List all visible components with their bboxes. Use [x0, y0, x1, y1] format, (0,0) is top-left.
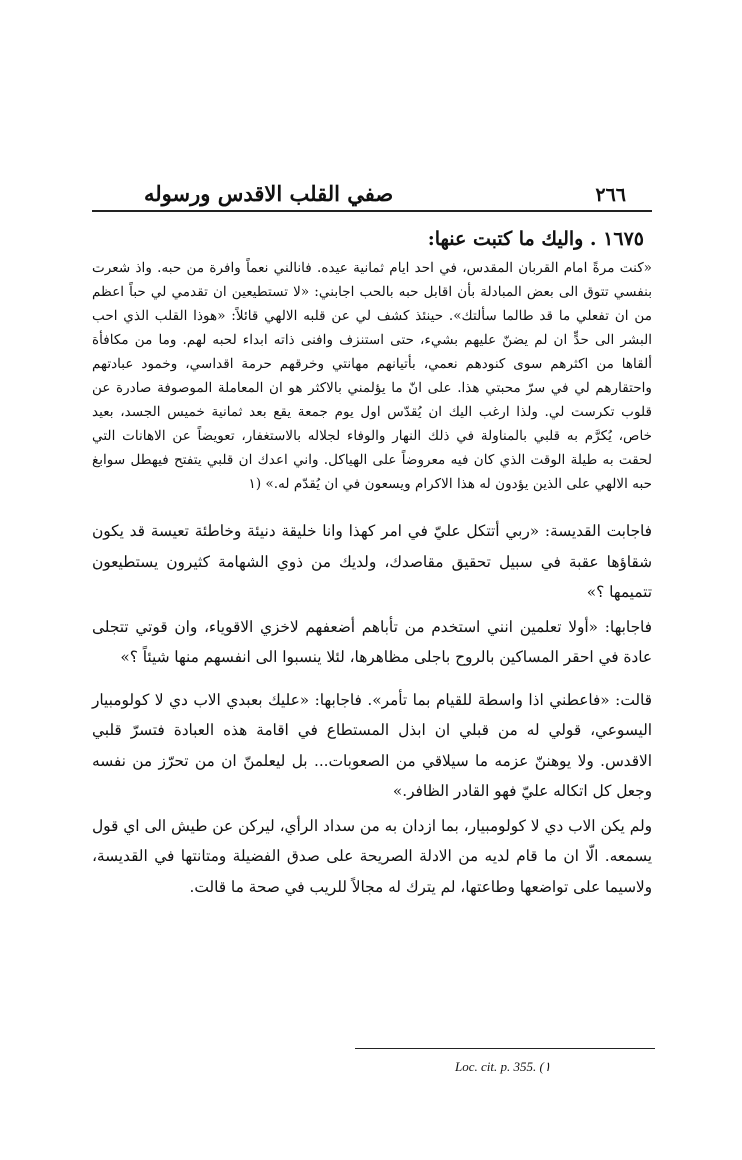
running-title: صفي القلب الاقدس ورسوله — [144, 181, 394, 206]
footnote: Loc. cit. p. 355. (١ — [455, 1059, 551, 1074]
footnote-rule — [355, 1048, 655, 1049]
page-number: ٢٦٦ — [595, 184, 626, 206]
paragraph-saint-reply: فاجابت القديسة: «ربي أتتكل عليّ في امر كهذا وانا خليقة دنيئة وخاطئة تعيسة قد يكون شقاؤها عقبة في سبيل تحقيق مقاصدك، ولديك من ذوي الشهامة كثيرون يستطيعون تتميمها ؟» — [92, 522, 652, 601]
paragraph-colombiere-instruction: قالت: «فاعطني اذا واسطة للقيام بما تأمر». فاجابها: «عليك بعبدي الاب دي لا كولومبيار اليسوعي، قولي له من قبلي ان ابذل المستطاع في اقامة هذه العبادة فتسرّ قلبي الاقدس. ولا يوهننّ عزمه ما سيلاقي من الصعوبات... بل ليعلمنّ ان من تحرّز من نفسه وجعل كل اتكاله عليّ فهو القادر الظافر.» — [92, 690, 652, 800]
running-header — [92, 172, 652, 206]
paragraph-colombiere-judgement: ولم يكن الاب دي لا كولومبيار، بما ازدان به من سداد الرأي، ليركن عن طيش الى اي قول يسمعه. الّا ان ما قام لديه من الادلة الصريحة على صدق الفضيلة ومتانتها في القديسة، ولاسيما على تواضعها وطاعتها، لم يترك له مجالاً للريب في صحة ما قالت. — [92, 816, 652, 896]
section-heading: ١٦٧٥ . واليك ما كتبت عنها: — [427, 228, 644, 250]
quoted-passage: «كنت مرةً امام القربان المقدس، في احد ايام ثمانية عيده. فانالني نعماً وافرة من حبه. واذ شعرت بنفسي تتوق الى بعض المبادلة بأن اقابل حبه بالحب اجابني: «لا تستطيعين ان تقدمي لي حباً اعظم من ان تفعلي ما قد طالما سألتك». حينئذ كشف لي عن قلبه الالهي قائلاً: «هوذا القلب الذي احب البشر الى حدٍّ ان لم يضنّ عليهم بشيء، حتى استنزف وافنى ذاته ابداء لحبه لهم. وما من مكافأة ألقاها من اكثرهم سوى كنودهم نعمي، بأتيانهم مهانتي وخرقهم حرمة اقداسي، وخمود عبادتهم واحتقارهم لي في سرّ محبتي هذا. على انّ ما يؤلمني بالاكثر هو ان المعاملة الموصوفة صادرة عن قلوب تكرست لي. ولذا ارغب اليك ان يُقدّس اول يوم جمعة يقع بعد ثمانية خميس الجسد، بعيد خاص، يُكرَّم به قلبي بالمناولة في ذلك النهار والوفاء لجلاله بالاستغفار، تعويضاً عن الاهانات التي لحقت به طيلة الوقت الذي كان فيه معروضاً على الهياكل. واني اعدك ان قلبي يتفتح فيهطل سوابغ حبه الالهي على الذين يؤدون له هذا الاكرام ويسعون في ان يُقدّم له.» (١ — [92, 260, 652, 492]
header-rule — [92, 210, 652, 212]
page-body — [92, 172, 652, 902]
paragraph-lord-answer: فاجابها: «أولا تعلمين انني استخدم من تأباهم أضعفهم لاخزي الاقوياء، وان قوتي تتجلى عادة في احقر المساكين بالروح باجلى مظاهرها، لئلا ينسبوا الى انفسهم منها شيئاً ؟» — [92, 617, 652, 666]
